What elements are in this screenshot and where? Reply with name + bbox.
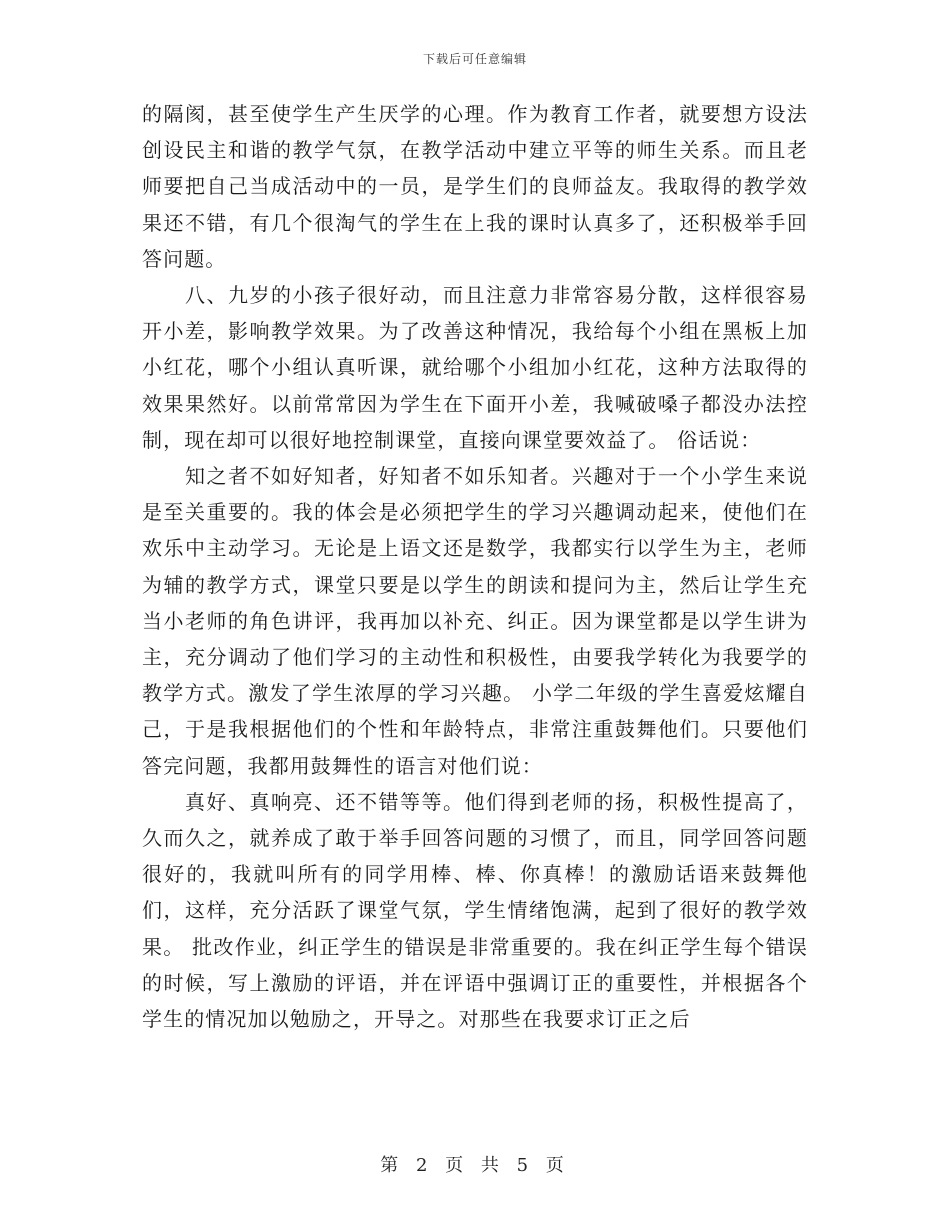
paragraph-3: 知之者不如好知者，好知者不如乐知者。兴趣对于一个小学生来说是至关重要的。我的体会是必须把学生的学习兴趣调动起来，使他们在欢乐中主动学习。无论是上语文还是数学，我都实行以学生为主，老师为辅的教学方式，课堂只要是以学生的朗读和提问为主，然后让学生充当小老师的角色讲评，我再加以补充、纠正。因为课堂都是以学生讲为主，充分调动了他们学习的主动性和积极性，由要我学转化为我要学的教学方式。激发了学生浓厚的学习兴趣。 小学二年级的学生喜爱炫耀自己，于是我根据他们的个性和年龄特点，非常注重鼓舞他们。只要他们答完问题，我都用鼓舞性的语言对他们说： <box>142 464 808 778</box>
document-body <box>142 96 808 1037</box>
paragraph-4: 真好、真响亮、还不错等等。他们得到老师的扬，积极性提高了，久而久之，就养成了敢于举手回答问题的习惯了，而且，同学回答问题很好的，我就叫所有的同学用棒、棒、你真棒！的激励话语来鼓舞他们，这样，充分活跃了课堂气氛，学生情绪饱满，起到了很好的教学效果。 批改作业，纠正学生的错误是非常重要的。我在纠正学生每个错误的时候，写上激励的评语，并在评语中强调订正的重要性，并根据各个学生的情况加以勉励之，开导之。对那些在我要求订正之后 <box>142 789 808 1032</box>
page-number-footer: 第 2 页 共 5 页 <box>380 1155 570 1176</box>
page-header: 下载后可任意编辑 <box>422 52 527 66</box>
paragraph-2: 八、九岁的小孩子很好动，而且注意力非常容易分散，这样很容易开小差，影响教学效果。为了改善这种情况，我给每个小组在黑板上加小红花，哪个小组认真听课，就给哪个小组加小红花，这种方法取得的效果果然好。以前常常因为学生在下面开小差，我喊破嗓子都没办法控制，现在却可以很好地控制课堂，直接向课堂要效益了。 俗话说： <box>142 283 808 452</box>
paragraph-1: 的隔阂，甚至使学生产生厌学的心理。作为教育工作者，就要想方设法创设民主和谐的教学气氛，在教学活动中建立平等的师生关系。而且老师要把自己当成活动中的一员，是学生们的良师益友。我取得的教学效果还不错，有几个很淘气的学生在上我的课时认真多了，还积极举手回答问题。 <box>142 102 808 271</box>
